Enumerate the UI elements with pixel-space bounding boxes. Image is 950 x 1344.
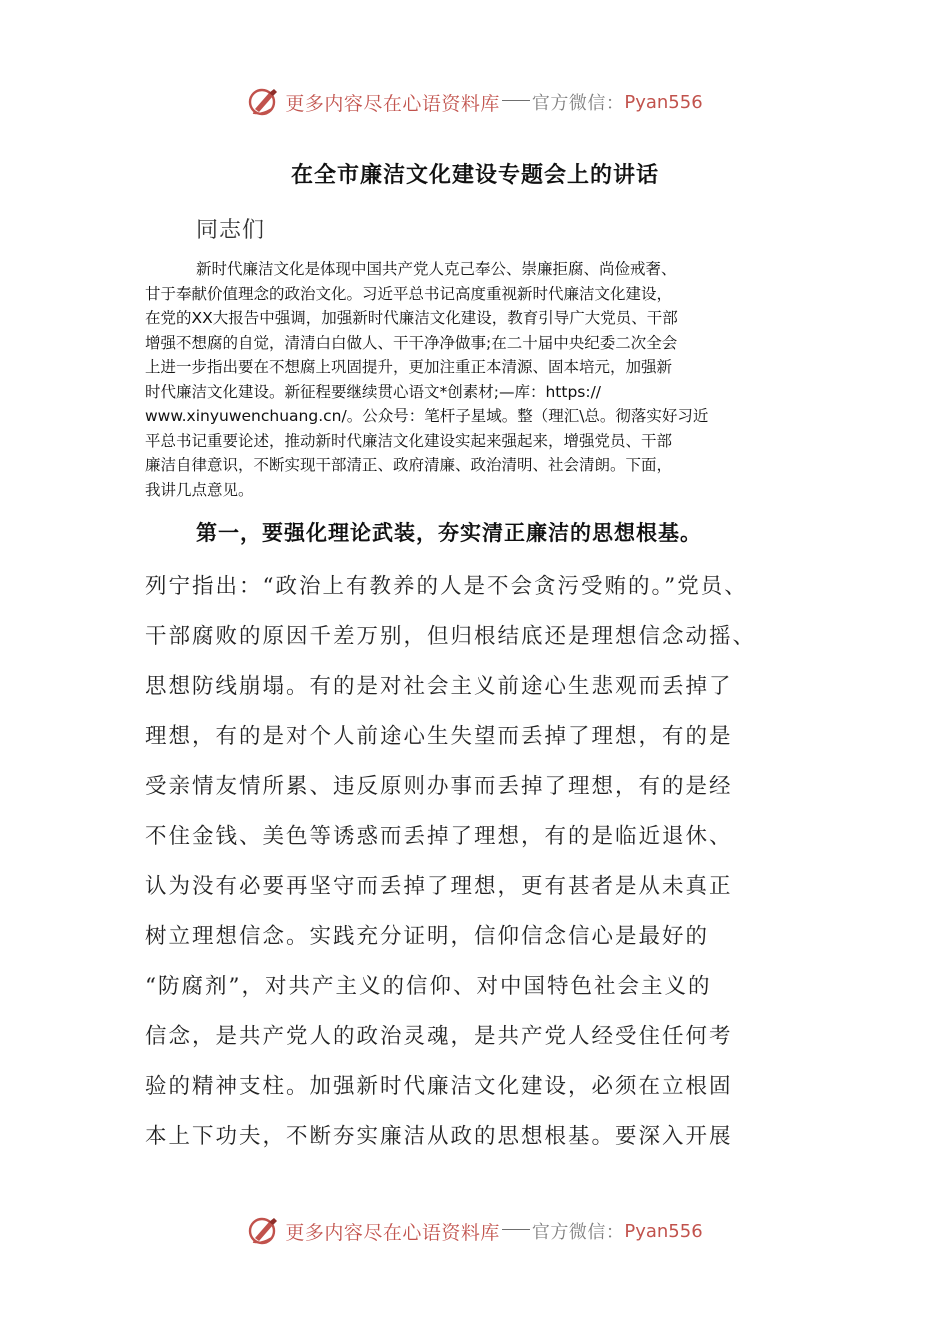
body-line: 列宁指出：“政治上有教养的人是不会贪污受贿的。”党员、 [145,574,748,599]
body-paragraph [145,562,825,1162]
intro-line: 新时代廉洁文化是体现中国共产党人克己奉公、崇廉拒腐、尚俭戒奢、 [196,260,677,278]
watermark-header [0,82,950,122]
watermark-label: 官方微信： [531,1222,625,1243]
watermark-main-text: 更多内容尽在心语资料库 [285,92,500,115]
intro-line: 平总书记重要论述，推动新时代廉洁文化建设实起来强起来，增强党员、干部 [145,431,673,450]
body-line: 理想，有的是对个人前途心生失望而丢掉了理想，有的是 [145,724,733,749]
intro-line: 廉洁自律意识，不断实现干部清正、政府清廉、政治清明、社会清朗。下面， [145,456,673,474]
pen-nib-logo-icon [247,1214,281,1248]
intro-line: 增强不想腐的自觉，清清白白做人、干干净净做事;在二十届中央纪委二次全会 [145,333,678,352]
section-heading-1: 第一，要强化理论武装，夯实清正廉洁的思想根基。 [196,521,702,545]
body-line: 验的精神支柱。加强新时代廉洁文化建设，必须在立根固 [145,1074,733,1099]
watermark-label: 官方微信： [531,93,625,114]
watermark-footer [0,1211,950,1251]
salutation: 同志们 [196,218,266,243]
watermark-id: Pyan556 [624,91,703,113]
intro-line: www.xinyuwenchuang.cn/。公众号：笔杆子星域。整（理汇\总。彻落实好习近 [145,407,709,425]
body-line: 信念，是共产党人的政治灵魂，是共产党人经受住任何考 [145,1024,733,1049]
body-line: 干部腐败的原因千差万别，但归根结底还是理想信念动摇、 [145,624,757,649]
watermark-dash [502,1229,530,1230]
body-line: 认为没有必要再坚守而丢掉了理想，更有甚者是从未真正 [145,874,733,899]
intro-line: 在党的XX大报告中强调，加强新时代廉洁文化建设，教育引导广大党员、干部 [145,309,678,327]
body-line: 受亲情友情所累、违反原则办事而丢掉了理想，有的是经 [145,774,733,799]
watermark-dash [502,100,530,101]
pen-nib-logo-icon [247,85,281,119]
body-line: 树立理想信念。实践充分证明，信仰信念信心是最好的 [145,924,710,949]
intro-line: 时代廉洁文化建设。新征程要继续贯心语文*创素材;—库：https:// [145,382,602,401]
body-line: 不住金钱、美色等诱惑而丢掉了理想，有的是临近退休、 [145,824,733,849]
body-line: 本上下功夫，不断夯实廉洁从政的思想根基。要深入开展 [145,1124,733,1149]
body-line: 思想防线崩塌。有的是对社会主义前途心生悲观而丢掉了 [145,674,733,699]
body-line: “防腐剂”，对共产主义的信仰、对中国特色社会主义的 [145,974,712,999]
intro-line: 甘于奉献价值理念的政治文化。习近平总书记高度重视新时代廉洁文化建设， [145,284,673,303]
watermark-main-text: 更多内容尽在心语资料库 [285,1221,500,1244]
intro-line: 上进一步指出要在不想腐上巩固提升，更加注重正本清源、固本培元，加强新 [145,358,673,376]
intro-line: 我讲几点意见。 [145,480,254,499]
intro-paragraph [145,257,805,502]
document-title: 在全市廉洁文化建设专题会上的讲话 [290,163,659,188]
watermark-id: Pyan556 [624,1220,703,1242]
